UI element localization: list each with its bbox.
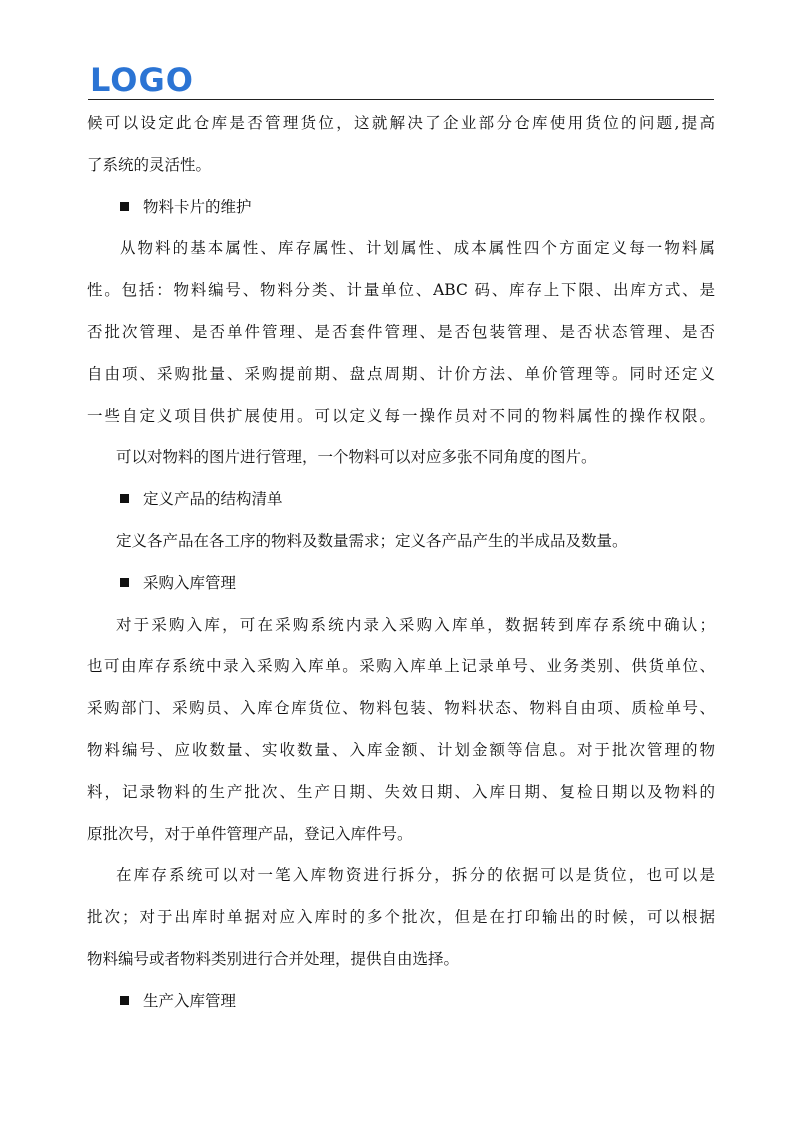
text-line: [87, 939, 715, 981]
square-bullet-icon: [120, 996, 129, 1005]
text-line-content: 物料编号、应收数量、实收数量、入库金额、计划金额等信息。对于批次管理的物: [87, 740, 715, 759]
text-line: [87, 772, 715, 814]
text-line: [87, 855, 715, 897]
section-heading: [87, 187, 715, 229]
section-heading: [87, 981, 715, 1023]
text-line: [87, 270, 715, 312]
text-line-content: 在库存系统可以对一笔入库物资进行拆分，拆分的依据可以是货位，也可以是: [116, 866, 715, 885]
text-line-content: 从物料的基本属性、库存属性、计划属性、成本属性四个方面定义每一物料属: [120, 239, 715, 258]
header-divider: [88, 99, 714, 100]
text-line: [87, 145, 715, 187]
section-heading-text: 定义产品的结构清单: [143, 490, 283, 509]
text-line-content: 定义各产品在各工序的物料及数量需求；定义各产品产生的半成品及数量。: [116, 531, 628, 550]
section-heading-text: 物料卡片的维护: [143, 197, 252, 216]
text-line-content: 自由项、采购批量、采购提前期、盘点周期、计价方法、单价管理等。同时还定义: [87, 364, 715, 383]
text-line: [87, 103, 715, 145]
page-header: [88, 60, 714, 100]
document-body: [87, 103, 715, 1023]
square-bullet-icon: [120, 494, 129, 503]
text-line: [87, 396, 715, 438]
section-heading-text: 采购入库管理: [143, 573, 237, 592]
text-line-content: 一些自定义项目供扩展使用。可以定义每一操作员对不同的物料属性的操作权限。: [87, 406, 715, 425]
text-line: [87, 228, 715, 270]
text-line-content: 了系统的灵活性。: [87, 155, 212, 174]
text-line: [87, 897, 715, 939]
text-line-content: 采购部门、采购员、入库仓库货位、物料包装、物料状态、物料自由项、质检单号、: [87, 699, 715, 718]
text-line: [87, 437, 715, 479]
text-line: [87, 814, 715, 856]
text-line-content: 否批次管理、是否单件管理、是否套件管理、是否包装管理、是否状态管理、是否: [87, 322, 715, 341]
text-line: [87, 730, 715, 772]
section-heading: [87, 479, 715, 521]
text-line: [87, 521, 715, 563]
text-line-content: 候可以设定此仓库是否管理货位，这就解决了企业部分仓库使用货位的问题,提高: [87, 114, 715, 132]
text-line-content: 原批次号，对于单件管理产品，登记入库件号。: [87, 824, 413, 843]
text-line-content: 料，记录物料的生产批次、生产日期、失效日期、入库日期、复检日期以及物料的: [87, 782, 715, 801]
section-heading: [87, 563, 715, 605]
section-heading-text: 生产入库管理: [143, 991, 237, 1010]
logo: LOGO: [90, 61, 194, 99]
text-line: [87, 354, 715, 396]
text-line: [87, 646, 715, 688]
text-line-content: 性。包括：物料编号、物料分类、计量单位、ABC 码、库存上下限、出库方式、是: [87, 281, 715, 300]
square-bullet-icon: [120, 578, 129, 587]
text-line-content: 可以对物料的图片进行管理，一个物料可以对应多张不同角度的图片。: [116, 448, 597, 467]
text-line-content: 也可由库存系统中录入采购入库单。采购入库单上记录单号、业务类别、供货单位、: [87, 657, 715, 676]
text-line: [87, 312, 715, 354]
text-line-content: 物料编号或者物料类别进行合并处理，提供自由选择。: [87, 949, 460, 968]
text-line-content: 批次；对于出库时单据对应入库时的多个批次，但是在打印输出的时候，可以根据: [87, 908, 715, 927]
text-line: [87, 688, 715, 730]
square-bullet-icon: [120, 202, 129, 211]
text-line: [87, 605, 715, 647]
text-line-content: 对于采购入库，可在采购系统内录入采购入库单，数据转到库存系统中确认；: [116, 615, 715, 634]
